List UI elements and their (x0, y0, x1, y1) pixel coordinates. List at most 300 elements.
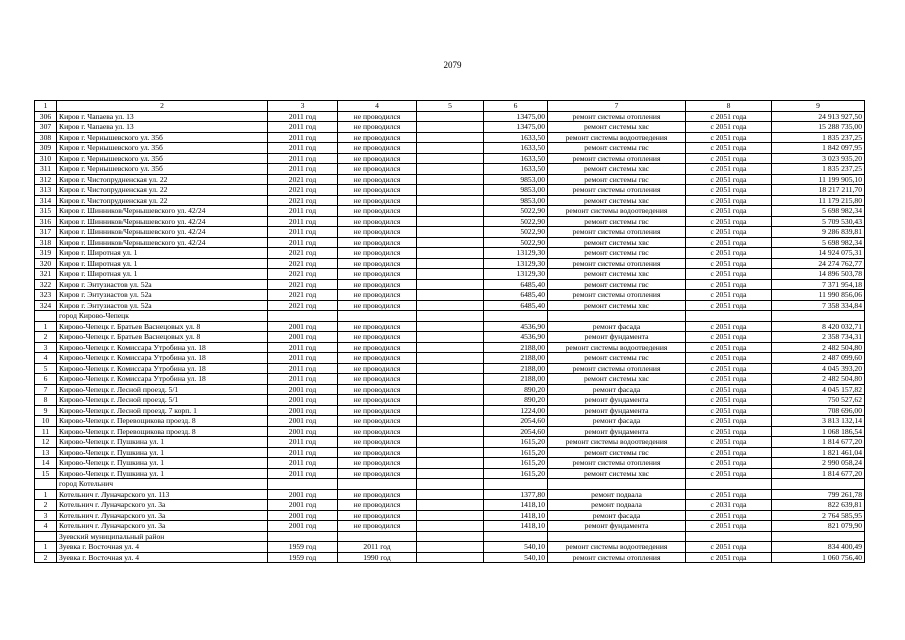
table-cell: 5 709 530,43 (772, 216, 865, 227)
table-cell: 24 913 927,50 (772, 111, 865, 122)
table-cell: 3 813 132,14 (772, 416, 865, 427)
table-cell: 1 842 097,95 (772, 143, 865, 154)
table-cell: 13129,30 (484, 269, 548, 280)
table-cell: 15 288 735,00 (772, 122, 865, 133)
table-cell: 9853,00 (484, 185, 548, 196)
table-cell: с 2051 года (686, 332, 772, 343)
table-cell: 320 (35, 258, 57, 269)
table-cell: с 2051 года (686, 300, 772, 311)
table-cell: 309 (35, 143, 57, 154)
table-cell (417, 122, 484, 133)
empty-cell (417, 479, 484, 490)
table-cell: 1615,20 (484, 458, 548, 469)
table-cell: с 2051 года (686, 111, 772, 122)
empty-cell (338, 479, 417, 490)
table-cell: ремонт системы гвс (548, 174, 686, 185)
empty-cell (772, 311, 865, 322)
table-cell: ремонт фасада (548, 510, 686, 521)
table-cell: с 2051 года (686, 132, 772, 143)
table-cell: с 2051 года (686, 342, 772, 353)
table-cell: не проводился (338, 216, 417, 227)
table-cell: ремонт системы хвс (548, 164, 686, 175)
table-cell (417, 353, 484, 364)
header-cell: 6 (484, 101, 548, 112)
table-cell (417, 195, 484, 206)
empty-cell (686, 479, 772, 490)
table-cell: 14 896 503,78 (772, 269, 865, 280)
table-cell: 2001 год (268, 395, 338, 406)
table-cell: 4 (35, 521, 57, 532)
header-cell: 3 (268, 101, 338, 112)
table-cell: 2001 год (268, 332, 338, 343)
table-cell: 2011 год (268, 122, 338, 133)
table-cell (417, 510, 484, 521)
table-row (35, 111, 865, 122)
table-cell: ремонт фасада (548, 321, 686, 332)
table-cell: с 2051 года (686, 447, 772, 458)
table-cell: 5 698 982,34 (772, 206, 865, 217)
table-cell: Котельнич г. Луначарского ул. 3а (57, 510, 268, 521)
table-cell: 2001 год (268, 416, 338, 427)
table-cell: 2 (35, 332, 57, 343)
empty-cell (484, 479, 548, 490)
table-cell: не проводился (338, 321, 417, 332)
table-cell: 323 (35, 290, 57, 301)
table-cell: не проводился (338, 447, 417, 458)
table-cell: 12 (35, 437, 57, 448)
table-cell: Зуевка г. Восточная ул. 4 (57, 542, 268, 553)
table-cell: ремонт системы гвс (548, 143, 686, 154)
table-cell: 2021 год (268, 195, 338, 206)
table-cell: ремонт фасада (548, 384, 686, 395)
table-cell (417, 458, 484, 469)
table-cell: 4 045 157,82 (772, 384, 865, 395)
empty-cell (268, 311, 338, 322)
table-cell: не проводился (338, 395, 417, 406)
table-cell: с 2051 года (686, 185, 772, 196)
table-cell: с 2031 года (686, 500, 772, 511)
table-cell: 2011 год (268, 206, 338, 217)
page-number: 2079 (443, 60, 462, 70)
table-cell (417, 300, 484, 311)
table-cell: ремонт системы отопления (548, 185, 686, 196)
table-cell: ремонт подвала (548, 500, 686, 511)
table-cell: ремонт системы хвс (548, 195, 686, 206)
table-cell (417, 269, 484, 280)
table-row (35, 342, 865, 353)
table-cell: 322 (35, 279, 57, 290)
table-cell: 1 835 237,25 (772, 164, 865, 175)
table-cell: с 2051 года (686, 279, 772, 290)
table-cell: 1377,80 (484, 489, 548, 500)
section-row (35, 311, 865, 322)
table-row (35, 363, 865, 374)
table-cell: 540,10 (484, 542, 548, 553)
table-row (35, 227, 865, 238)
table-row (35, 174, 865, 185)
table-row (35, 353, 865, 364)
table-cell: ремонт системы водоотведения (548, 342, 686, 353)
table-cell: ремонт системы гвс (548, 353, 686, 364)
table-cell: Киров г. Чистопрудненская ул. 22 (57, 174, 268, 185)
table-cell (417, 416, 484, 427)
table-cell: с 2051 года (686, 195, 772, 206)
table-row (35, 437, 865, 448)
table-cell: 2011 год (268, 437, 338, 448)
table-row (35, 206, 865, 217)
table-cell (417, 374, 484, 385)
table-cell: 6485,40 (484, 290, 548, 301)
table-row (35, 416, 865, 427)
table-cell: Кирово-Чепецк г. Комиссара Утробина ул. 18 (57, 353, 268, 364)
table-cell: с 2051 года (686, 174, 772, 185)
table-cell: ремонт системы отопления (548, 153, 686, 164)
table-cell: 311 (35, 164, 57, 175)
section-title: город Кирово-Чепецк (57, 311, 268, 322)
table-cell: 1418,10 (484, 500, 548, 511)
table-cell: 314 (35, 195, 57, 206)
table-cell: с 2051 года (686, 542, 772, 553)
table-cell (417, 111, 484, 122)
table-cell: 1615,20 (484, 468, 548, 479)
table-cell: ремонт системы отопления (548, 458, 686, 469)
table-cell: 13129,30 (484, 258, 548, 269)
table-cell: 308 (35, 132, 57, 143)
empty-cell (548, 479, 686, 490)
table-cell: 15 (35, 468, 57, 479)
table-cell: 2 990 058,24 (772, 458, 865, 469)
table-cell: Кирово-Чепецк г. Пушкина ул. 1 (57, 458, 268, 469)
section-title: город Котельнич (57, 479, 268, 490)
table-cell: 14 (35, 458, 57, 469)
table-cell: с 2051 года (686, 269, 772, 280)
table-cell: ремонт фундамента (548, 426, 686, 437)
table-cell: 4 045 393,20 (772, 363, 865, 374)
empty-cell (484, 531, 548, 542)
table-cell: ремонт фасада (548, 416, 686, 427)
table-cell: Киров г. Широтная ул. 1 (57, 258, 268, 269)
table-cell: 540,10 (484, 552, 548, 563)
table-cell (417, 437, 484, 448)
table-cell (417, 206, 484, 217)
table-cell: 13129,30 (484, 248, 548, 259)
table-row (35, 290, 865, 301)
table-cell: ремонт системы отопления (548, 227, 686, 238)
header-cell: 5 (417, 101, 484, 112)
table-cell: с 2051 года (686, 164, 772, 175)
table-cell (417, 363, 484, 374)
table-cell: 2188,00 (484, 374, 548, 385)
repair-register-table (34, 100, 865, 563)
table-cell (417, 143, 484, 154)
table-cell: 18 217 211,70 (772, 185, 865, 196)
table-cell: не проводился (338, 237, 417, 248)
section-row (35, 479, 865, 490)
table-cell: ремонт системы отопления (548, 290, 686, 301)
table-cell: 2 487 099,60 (772, 353, 865, 364)
table-cell: не проводился (338, 258, 417, 269)
table-cell: ремонт системы хвс (548, 374, 686, 385)
table-cell: 1 814 677,20 (772, 437, 865, 448)
table-cell: 306 (35, 111, 57, 122)
table-cell: 708 696,00 (772, 405, 865, 416)
table-cell: 315 (35, 206, 57, 217)
table-cell (417, 258, 484, 269)
table-cell: не проводился (338, 206, 417, 217)
table-cell: 5022,90 (484, 237, 548, 248)
table-cell (417, 321, 484, 332)
table-cell: не проводился (338, 374, 417, 385)
table-cell: 2 482 504,80 (772, 342, 865, 353)
table-cell: с 2051 года (686, 395, 772, 406)
table-cell (417, 290, 484, 301)
table-cell: Котельнич г. Луначарского ул. 3а (57, 500, 268, 511)
table-cell: с 2051 года (686, 416, 772, 427)
table-cell: 321 (35, 269, 57, 280)
table-cell: ремонт системы отопления (548, 552, 686, 563)
table-cell: Кирово-Чепецк г. Перевощикова проезд. 8 (57, 416, 268, 427)
table-cell: 13475,00 (484, 111, 548, 122)
table-cell: 799 261,78 (772, 489, 865, 500)
empty-cell (338, 311, 417, 322)
table-cell: с 2051 года (686, 468, 772, 479)
table-cell: Киров г. Чернышевского ул. 35б (57, 132, 268, 143)
table-cell: 2011 год (268, 227, 338, 238)
table-cell: не проводился (338, 489, 417, 500)
table-cell: 8 420 032,71 (772, 321, 865, 332)
table-cell: 2 (35, 552, 57, 563)
table-cell: 2054,60 (484, 416, 548, 427)
table-cell: 1990 год (338, 552, 417, 563)
table-cell: 1633,50 (484, 153, 548, 164)
table-cell (417, 227, 484, 238)
table-cell: Киров г. Энтузиастов ул. 52а (57, 300, 268, 311)
table-cell: 2001 год (268, 510, 338, 521)
table-cell: не проводился (338, 332, 417, 343)
table-cell: 2011 год (268, 153, 338, 164)
table-cell: с 2051 года (686, 552, 772, 563)
table-cell: ремонт фундамента (548, 395, 686, 406)
table-cell (417, 342, 484, 353)
empty-cell (338, 531, 417, 542)
table-cell: ремонт подвала (548, 489, 686, 500)
table-cell: 307 (35, 122, 57, 133)
table-cell: Киров г. Чернышевского ул. 35б (57, 143, 268, 154)
table-cell: Котельнич г. Луначарского ул. 113 (57, 489, 268, 500)
table-cell (417, 279, 484, 290)
table-cell: 1 (35, 321, 57, 332)
table-cell: 11 179 215,80 (772, 195, 865, 206)
table-row (35, 468, 865, 479)
table-cell (417, 153, 484, 164)
table-cell: ремонт системы гвс (548, 279, 686, 290)
table-row (35, 279, 865, 290)
table-cell: 1 068 186,54 (772, 426, 865, 437)
table-cell: 2021 год (268, 185, 338, 196)
table-cell: 890,20 (484, 384, 548, 395)
table-row (35, 510, 865, 521)
table-cell: Киров г. Чистопрудненская ул. 22 (57, 195, 268, 206)
table-cell: не проводился (338, 122, 417, 133)
header-cell: 2 (57, 101, 268, 112)
table-cell: 9853,00 (484, 174, 548, 185)
table-cell: 5022,90 (484, 206, 548, 217)
table-cell: Кирово-Чепецк г. Перевощикова проезд. 8 (57, 426, 268, 437)
table-cell: 3 023 935,20 (772, 153, 865, 164)
table-cell: с 2051 года (686, 426, 772, 437)
table-cell: 822 639,81 (772, 500, 865, 511)
table-cell: с 2051 года (686, 153, 772, 164)
table-row (35, 332, 865, 343)
table-cell: 310 (35, 153, 57, 164)
table-row (35, 269, 865, 280)
table-cell: 2011 год (268, 447, 338, 458)
table-cell: 2021 год (268, 300, 338, 311)
table-cell: Кирово-Чепецк г. Комиссара Утробина ул. 18 (57, 363, 268, 374)
table-cell: 2011 год (268, 458, 338, 469)
table-cell: с 2051 года (686, 122, 772, 133)
empty-cell (548, 311, 686, 322)
table-cell: ремонт системы гвс (548, 248, 686, 259)
table-cell: ремонт системы гвс (548, 447, 686, 458)
table-cell: 2011 год (268, 363, 338, 374)
table-cell: 8 (35, 395, 57, 406)
table-cell: не проводился (338, 227, 417, 238)
table-cell: Кирово-Чепецк г. Братьев Васнецовых ул. 8 (57, 332, 268, 343)
empty-cell (35, 479, 57, 490)
table-cell: не проводился (338, 384, 417, 395)
table-cell: Киров г. Шинников/Чернышевского ул. 42/24 (57, 237, 268, 248)
table-cell: 1959 год (268, 552, 338, 563)
table-cell: Кирово-Чепецк г. Пушкина ул. 1 (57, 437, 268, 448)
table-cell: 2021 год (268, 174, 338, 185)
table-cell: с 2051 года (686, 510, 772, 521)
table-cell (417, 542, 484, 553)
table-cell: 324 (35, 300, 57, 311)
table-cell: Кирово-Чепецк г. Комиссара Утробина ул. 18 (57, 342, 268, 353)
table-cell: не проводился (338, 500, 417, 511)
table-cell (417, 332, 484, 343)
table-row (35, 552, 865, 563)
table-cell: не проводился (338, 458, 417, 469)
table-cell: 1 814 677,20 (772, 468, 865, 479)
empty-cell (417, 531, 484, 542)
table-cell (417, 384, 484, 395)
table-cell: 319 (35, 248, 57, 259)
table-cell: ремонт системы хвс (548, 237, 686, 248)
table-cell: 2 764 585,95 (772, 510, 865, 521)
table-cell (417, 500, 484, 511)
table-cell: с 2051 года (686, 405, 772, 416)
table-cell: не проводился (338, 290, 417, 301)
table-cell: 2011 год (268, 342, 338, 353)
table-cell: 4536,90 (484, 332, 548, 343)
table-cell: 2011 год (268, 164, 338, 175)
table-row (35, 500, 865, 511)
empty-cell (686, 311, 772, 322)
table-cell: 1633,50 (484, 164, 548, 175)
table-cell: Киров г. Шинников/Чернышевского ул. 42/24 (57, 227, 268, 238)
table-row (35, 258, 865, 269)
table-cell: 1 (35, 542, 57, 553)
table-cell: Киров г. Чистопрудненская ул. 22 (57, 185, 268, 196)
table-cell (417, 395, 484, 406)
table-cell: ремонт системы водоотведения (548, 542, 686, 553)
table-cell: с 2051 года (686, 321, 772, 332)
column-number-header-row (35, 101, 865, 112)
empty-cell (772, 531, 865, 542)
table-cell: Кирово-Чепецк г. Комиссара Утробина ул. 18 (57, 374, 268, 385)
table-cell: с 2051 года (686, 384, 772, 395)
table-row (35, 374, 865, 385)
table-cell: Киров г. Энтузиастов ул. 52а (57, 290, 268, 301)
empty-cell (548, 531, 686, 542)
table-row (35, 300, 865, 311)
table-cell: 2011 год (268, 237, 338, 248)
table-cell: 5022,90 (484, 227, 548, 238)
table-cell: с 2051 года (686, 489, 772, 500)
table-cell: ремонт системы отопления (548, 258, 686, 269)
table-cell: с 2051 года (686, 227, 772, 238)
empty-cell (268, 479, 338, 490)
table-cell: 4536,90 (484, 321, 548, 332)
table-row (35, 195, 865, 206)
table-cell: с 2051 года (686, 143, 772, 154)
table-row (35, 237, 865, 248)
table-cell: 13 (35, 447, 57, 458)
table-cell: не проводился (338, 185, 417, 196)
table-row (35, 405, 865, 416)
table-cell: 2011 год (268, 111, 338, 122)
table-cell: не проводился (338, 269, 417, 280)
table-cell: 10 (35, 416, 57, 427)
table-cell: 890,20 (484, 395, 548, 406)
table-cell: 13475,00 (484, 122, 548, 133)
table-cell: не проводился (338, 300, 417, 311)
table-cell: 9 286 839,81 (772, 227, 865, 238)
table-row (35, 426, 865, 437)
table-row (35, 132, 865, 143)
table-cell: Котельнич г. Луначарского ул. 3а (57, 521, 268, 532)
table-cell: 2001 год (268, 321, 338, 332)
table-cell: 2001 год (268, 489, 338, 500)
table-cell: ремонт системы водоотведения (548, 206, 686, 217)
table-cell: 11 (35, 426, 57, 437)
table-cell: ремонт системы хвс (548, 300, 686, 311)
table-cell: 6485,40 (484, 279, 548, 290)
table-cell: 7 371 954,18 (772, 279, 865, 290)
table-cell: 2054,60 (484, 426, 548, 437)
table-cell: 1633,50 (484, 132, 548, 143)
table-cell: ремонт фундамента (548, 521, 686, 532)
table-cell: ремонт системы хвс (548, 269, 686, 280)
table-cell: 2011 год (268, 143, 338, 154)
header-cell: 7 (548, 101, 686, 112)
table-cell: 2001 год (268, 384, 338, 395)
table-cell: ремонт системы отопления (548, 111, 686, 122)
header-cell: 9 (772, 101, 865, 112)
table-cell: 312 (35, 174, 57, 185)
table-cell: не проводился (338, 153, 417, 164)
table-body (35, 101, 865, 563)
empty-cell (417, 311, 484, 322)
table-row (35, 216, 865, 227)
table-cell: Зуевка г. Восточная ул. 4 (57, 552, 268, 563)
table-cell (417, 237, 484, 248)
table-cell: не проводился (338, 521, 417, 532)
table-row (35, 458, 865, 469)
table-cell: Киров г. Чернышевского ул. 35б (57, 164, 268, 175)
